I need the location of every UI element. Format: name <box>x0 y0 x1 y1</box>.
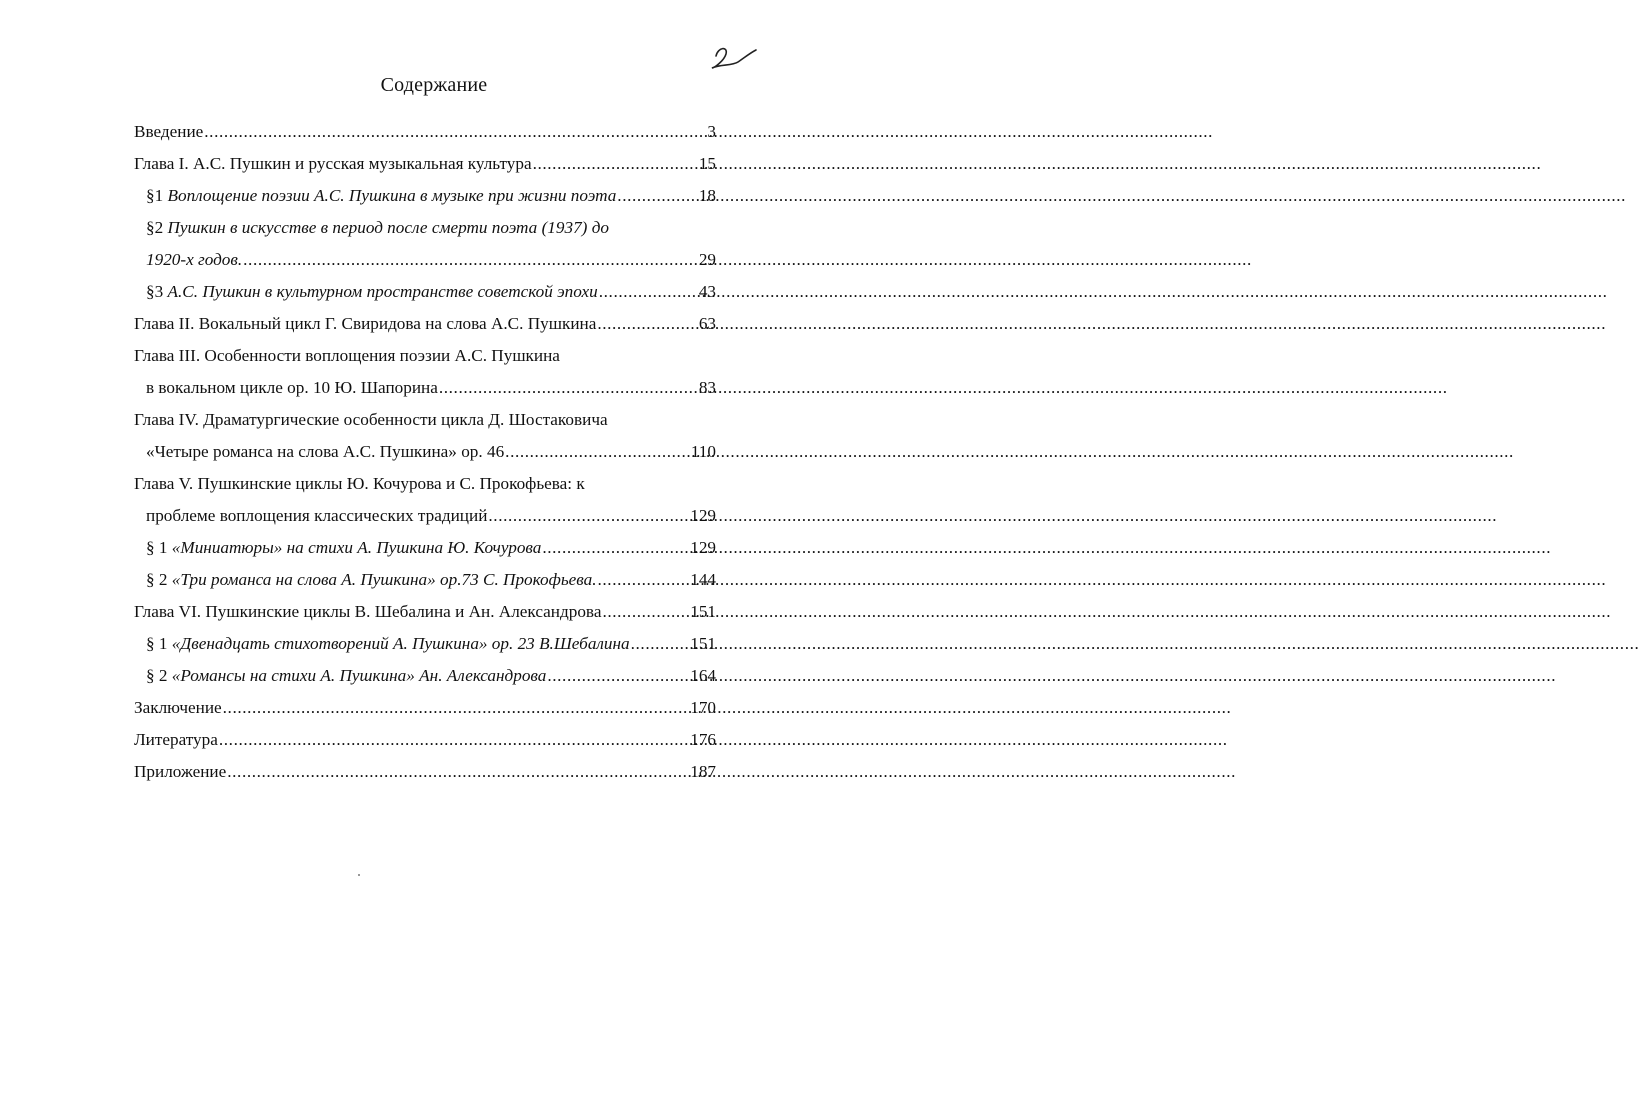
toc-entry-chapter-6[interactable] <box>134 602 716 628</box>
toc-label: Литература <box>134 730 218 749</box>
toc-page: 129 <box>690 506 716 525</box>
section-number: §1 <box>146 186 168 205</box>
toc-label <box>146 538 541 558</box>
toc-label: в вокальном цикле op. 10 Ю. Шапорина <box>146 378 438 397</box>
toc-page: 15 <box>698 154 716 173</box>
toc-entry-chapter-3-cont[interactable] <box>146 378 716 404</box>
toc-leader <box>227 762 685 782</box>
toc-leader <box>223 698 685 718</box>
toc-page: 18 <box>698 186 716 205</box>
toc-leader <box>488 506 685 526</box>
toc-leader <box>243 250 685 270</box>
toc-page: 43 <box>698 282 716 301</box>
toc-page: 164 <box>690 666 716 685</box>
toc-entry-chapter-5[interactable] <box>134 474 716 500</box>
toc-page: 176 <box>690 730 716 749</box>
toc-label: Глава II. Вокальный цикл Г. Свиридова на слова А.С. Пушкина <box>134 314 597 333</box>
toc-page: 187 <box>690 762 716 781</box>
section-number: § 1 <box>146 634 172 653</box>
toc-label: Глава I. А.С. Пушкин и русская музыкальная культура <box>134 154 532 173</box>
toc-label: Глава V. Пушкинские циклы Ю. Кочурова и С. Прокофьева: к <box>134 474 585 493</box>
toc-entry-literature[interactable] <box>134 730 716 756</box>
toc-label <box>146 570 597 590</box>
toc-label <box>146 634 630 654</box>
toc-page: 151 <box>690 634 716 653</box>
section-title: Пушкин в искусстве в период после смерти поэта (1937) до <box>167 218 609 237</box>
toc-label: проблеме воплощения классических традиций <box>146 506 488 525</box>
handwritten-page-number <box>706 42 758 72</box>
toc-label <box>146 666 546 686</box>
section-number: §3 <box>146 282 168 301</box>
toc-label <box>146 282 598 302</box>
toc-page: 3 <box>707 122 716 141</box>
toc-leader <box>631 634 685 654</box>
scan-speck <box>358 874 360 876</box>
toc-entry-ch6-section-1[interactable] <box>146 634 716 660</box>
toc-leader <box>617 186 685 206</box>
section-number: § 2 <box>146 666 172 685</box>
toc-leader <box>533 154 685 174</box>
page-title: Содержание <box>380 74 488 96</box>
toc-label: «Четыре романса на слова А.С. Пушкина» op. 46 <box>146 442 505 461</box>
toc-entry-chapter-3[interactable] <box>134 346 716 372</box>
toc-label: Приложение <box>134 762 227 781</box>
section-title: «Миниатюры» на стихи А. Пушкина Ю. Кочурова <box>171 538 542 557</box>
section-title: «Двенадцать стихотворений А. Пушкина» ор. 23 В.Шебалина <box>171 634 630 653</box>
toc-entry-chapter-5-cont[interactable] <box>146 506 716 532</box>
toc-entry-ch1-section-3[interactable] <box>146 282 716 308</box>
section-number: § 1 <box>146 538 172 557</box>
toc-entry-ch5-section-1[interactable] <box>146 538 716 564</box>
toc-leader <box>204 122 685 142</box>
toc-entry-appendix[interactable] <box>134 762 716 788</box>
toc-leader <box>599 282 685 302</box>
toc-leader <box>439 378 685 398</box>
toc-entry-ch6-section-2[interactable] <box>146 666 716 692</box>
toc-label: Глава III. Особенности воплощения поэзии А.С. Пушкина <box>134 346 560 365</box>
toc-label: Заключение <box>134 698 222 717</box>
toc-label <box>146 218 609 238</box>
toc-leader <box>219 730 685 750</box>
toc-leader <box>597 314 685 334</box>
toc-entry-ch1-section-2-cont[interactable] <box>146 250 716 276</box>
toc-entry-chapter-4[interactable] <box>134 410 716 436</box>
toc-page: 151 <box>690 602 716 621</box>
toc-label: Введение <box>134 122 204 141</box>
section-number: § 2 <box>146 570 172 589</box>
toc-page: 63 <box>698 314 716 333</box>
toc-page: 144 <box>690 570 716 589</box>
toc-leader <box>542 538 685 558</box>
toc-entry-ch1-section-2[interactable] <box>146 218 716 244</box>
section-title: «Три романса на слова А. Пушкина» ор.73 С. Прокофьева. <box>171 570 597 589</box>
toc-entry-chapter-2[interactable] <box>134 314 716 340</box>
toc-label: Глава IV. Драматургические особенности цикла Д. Шостаковича <box>134 410 608 429</box>
toc-page: 110 <box>690 442 716 461</box>
toc-page: 129 <box>690 538 716 557</box>
section-number: §2 <box>146 218 168 237</box>
toc-entry-chapter-1[interactable] <box>134 154 716 180</box>
toc-page: 170 <box>690 698 716 717</box>
toc-leader <box>598 570 685 590</box>
toc-label: 1920-х годов. <box>146 250 243 269</box>
toc-entry-conclusion[interactable] <box>134 698 716 724</box>
toc-entry-ch5-section-2[interactable] <box>146 570 716 596</box>
toc-leader <box>547 666 685 686</box>
toc-entry-chapter-4-cont[interactable] <box>146 442 716 468</box>
toc-label <box>146 186 616 206</box>
toc-label: Глава VI. Пушкинские циклы В. Шебалина и Ан. Александрова <box>134 602 602 621</box>
toc-entry-ch1-section-1[interactable] <box>146 186 716 212</box>
section-title: «Романсы на стихи А. Пушкина» Ан. Александрова <box>171 666 547 685</box>
toc-leader <box>602 602 685 622</box>
toc-page: 29 <box>698 250 716 269</box>
toc-entry-intro[interactable] <box>134 122 716 148</box>
toc-page: 83 <box>698 378 716 397</box>
toc-leader <box>505 442 685 462</box>
section-title: Воплощение поэзии А.С. Пушкина в музыке при жизни поэта <box>167 186 617 205</box>
section-title: А.С. Пушкин в культурном пространстве советской эпохи <box>167 282 598 301</box>
